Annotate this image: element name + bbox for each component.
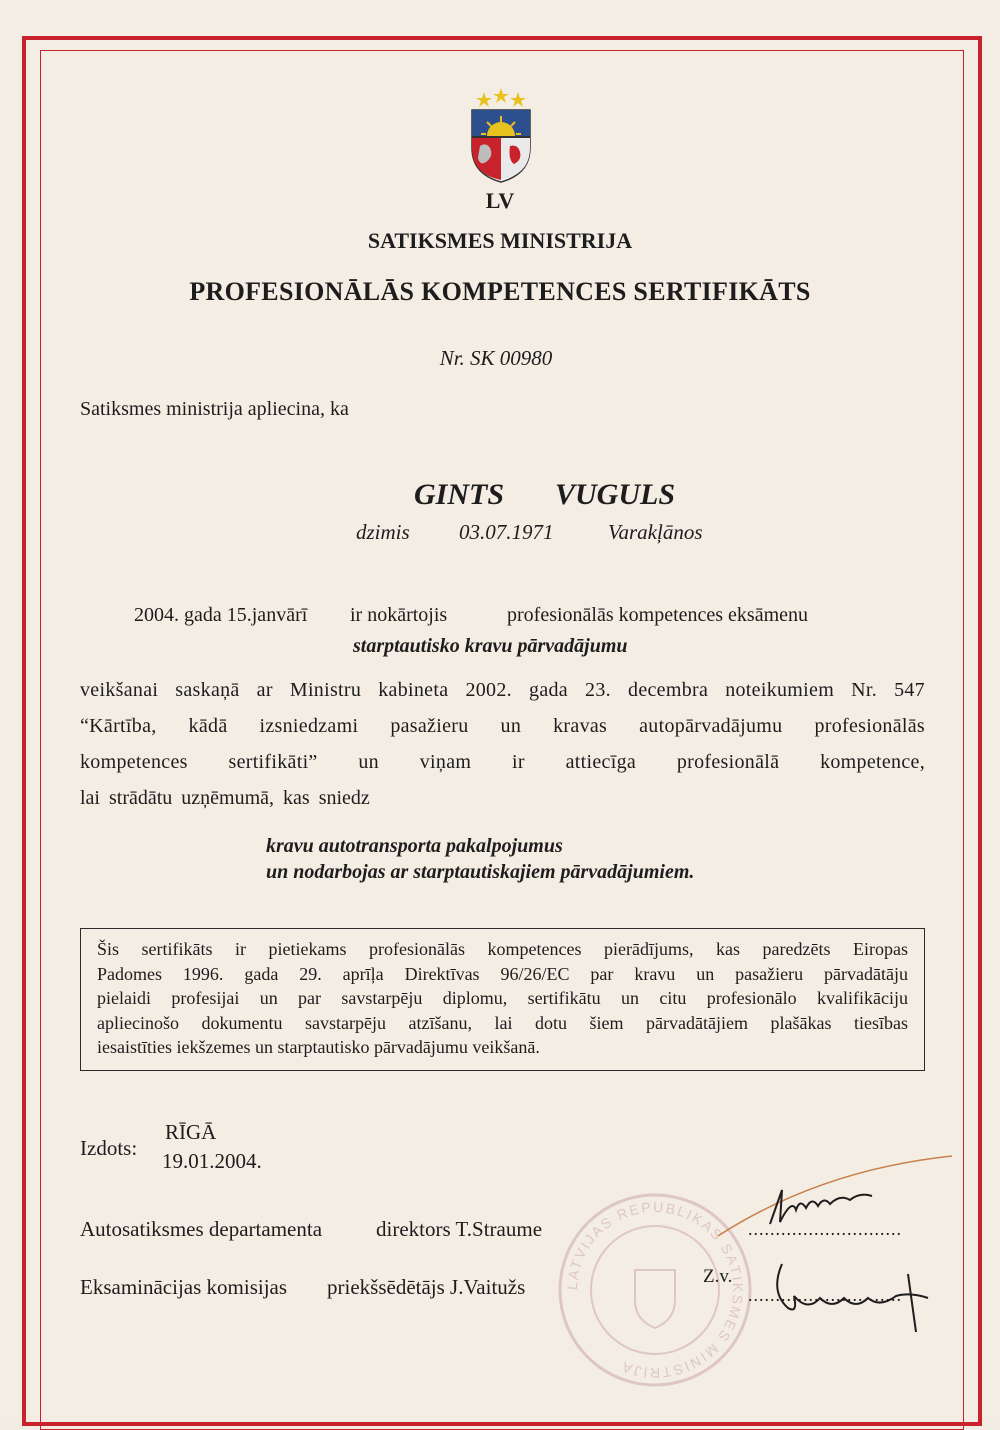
director-signature	[700, 1150, 960, 1240]
director-signature-line: ............................	[748, 1219, 902, 1239]
certificate-number: Nr. SK 00980	[439, 346, 553, 370]
notice-line: pielaidi profesijai un par savstarpēju diplomu, sertifikātu un citu profesionālo kvalifikāciju	[97, 988, 908, 1008]
coat-of-arms-icon	[466, 86, 536, 186]
issued-place: RĪGĀ	[165, 1120, 217, 1144]
commission-chair: priekšsēdētājs J.Vaitužs	[327, 1275, 526, 1299]
certificate-title: PROFESIONĀLĀS KOMPETENCES SERTIFIKĀTS	[189, 277, 811, 306]
birth-place: Varakļānos	[608, 520, 703, 544]
chair-signature	[748, 1252, 968, 1342]
service-line-1: kravu autotransporta pakalpojumus	[266, 835, 563, 857]
regulation-last-line: lai strādātu uzņēmumā, kas sniedz	[80, 787, 370, 809]
regulation-line: “Kārtība, kādā izsniedzami pasažieru un kravas autopārvadājumu profesionālās	[80, 715, 925, 737]
seal-text: LATVIJAS REPUBLIKAS SATIKSMES MINISTRIJA	[563, 1198, 747, 1382]
notice-line: iesaistīties iekšzemes un starptautisko pārvadājumu veikšanā.	[97, 1037, 540, 1057]
director-name: direktors T.Straume	[376, 1217, 543, 1241]
country-code: LV	[485, 188, 515, 213]
regulation-line: kompetences sertifikāti” un viņam ir attiecīga profesionālā kompetence,	[80, 751, 925, 773]
regulation-paragraph	[80, 679, 925, 787]
exam-passed: ir nokārtojis	[350, 604, 448, 626]
notice-line: apliecinošo dokumentu savstarpēju atzīšanu, lai dotu šiem pārvadātājiem plašākas tiesības	[97, 1012, 908, 1033]
notice-line: Šis sertifikāts ir pietiekams profesionālās kompetences pierādījums, kas paredzēts Eiropas	[97, 939, 908, 959]
issued-label: Izdots:	[80, 1136, 138, 1160]
birth-date: 03.07.1971	[459, 520, 554, 544]
notice-line: Padomes 1996. gada 29. aprīļa Direktīvas 96/26/EC par kravu un pasažieru pārvadātāju	[97, 963, 908, 984]
commission-label: Eksaminācijas komisijas	[80, 1275, 288, 1299]
director-department: Autosatiksmes departamenta	[80, 1217, 323, 1241]
ministry-name: SATIKSMES MINISTRIJA	[367, 228, 633, 253]
issued-date: 19.01.2004.	[162, 1149, 262, 1173]
directive-notice-box	[80, 928, 925, 1071]
seal-place-label: Z.v.	[703, 1266, 733, 1287]
last-name: VUGULS	[555, 478, 676, 511]
service-line-2: un nodarbojas ar starptautiskajiem pārvadājumiem.	[266, 861, 695, 883]
exam-date: 2004. gada 15.janvārī	[134, 604, 308, 626]
exam-field: starptautisko kravu pārvadājumu	[353, 635, 628, 657]
exam-name: profesionālās kompetences eksāmenu	[507, 604, 809, 626]
first-name: GINTS	[414, 478, 505, 511]
regulation-line: veikšanai saskaņā ar Ministru kabineta 2002. gada 23. decembra noteikumiem Nr. 547	[80, 679, 925, 701]
born-label: dzimis	[356, 520, 410, 544]
chair-signature-line: ............................	[748, 1285, 902, 1305]
intro-text: Satiksmes ministrija apliecina, ka	[80, 398, 349, 420]
